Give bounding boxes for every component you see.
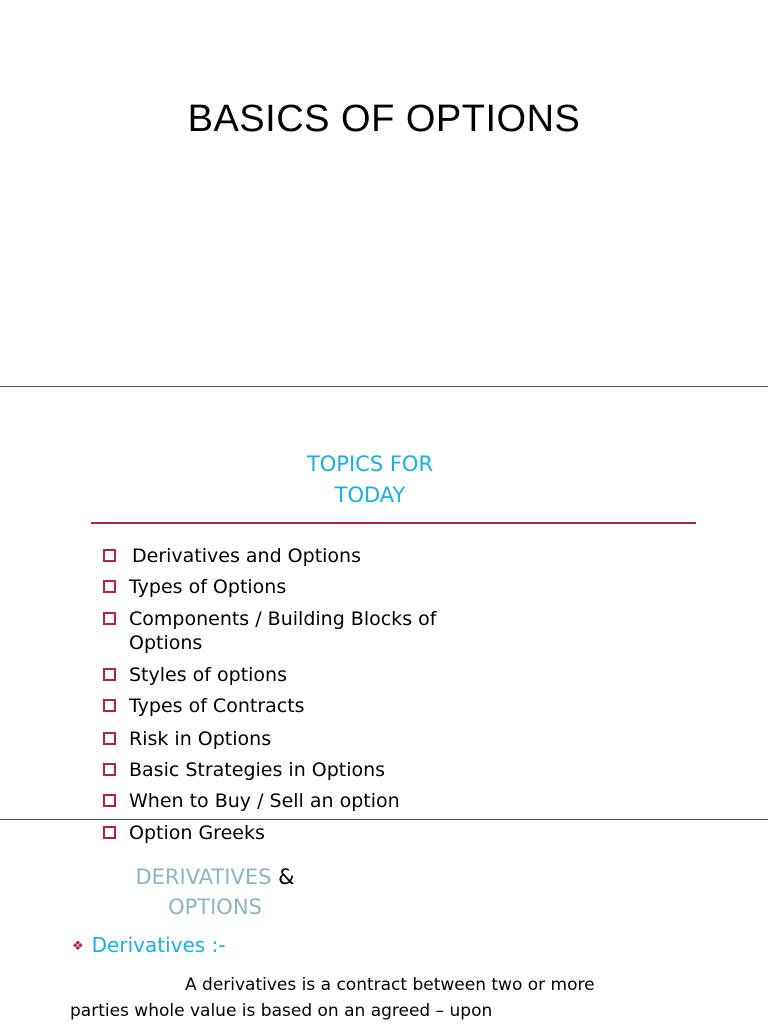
list-item: Option Greeks (100, 821, 520, 845)
square-bullet-icon (103, 732, 116, 745)
list-item: Types of Options (100, 575, 520, 599)
square-bullet-icon (103, 699, 116, 712)
square-bullet-icon (103, 763, 116, 776)
topics-divider (91, 522, 696, 524)
square-bullet-icon (103, 549, 116, 562)
list-item: Components / Building Blocks of Options (100, 607, 520, 655)
list-item: When to Buy / Sell an option (100, 789, 520, 813)
list-item: Styles of options (100, 663, 520, 687)
derivatives-heading (60, 862, 370, 922)
topics-heading-line2: TODAY (334, 483, 406, 507)
list-item: Risk in Options (100, 727, 520, 751)
diamond-bullet-icon: ❖ (72, 939, 84, 954)
list-item: Derivatives and Options (100, 544, 520, 568)
topics-heading (220, 449, 520, 511)
square-bullet-icon (103, 826, 116, 839)
heading-part: OPTIONS (168, 895, 262, 919)
square-bullet-icon (103, 612, 116, 625)
square-bullet-icon (103, 580, 116, 593)
definition-paragraph: A derivatives is a contract between two or more parties whole value is based on an agreed – upon (70, 975, 595, 1021)
slide-separator (0, 819, 768, 820)
derivatives-subheading: ❖ Derivatives :- (72, 933, 226, 957)
slide-separator (0, 386, 768, 387)
topics-heading-line1: TOPICS FOR (306, 452, 434, 476)
list-item: Types of Contracts (100, 694, 520, 718)
square-bullet-icon (103, 794, 116, 807)
list-item: Basic Strategies in Options (100, 758, 520, 782)
heading-part: DERIVATIVES (135, 865, 272, 889)
square-bullet-icon (103, 668, 116, 681)
slide-title: BASICS OF OPTIONS (187, 98, 581, 140)
heading-ampersand: & (278, 865, 295, 889)
